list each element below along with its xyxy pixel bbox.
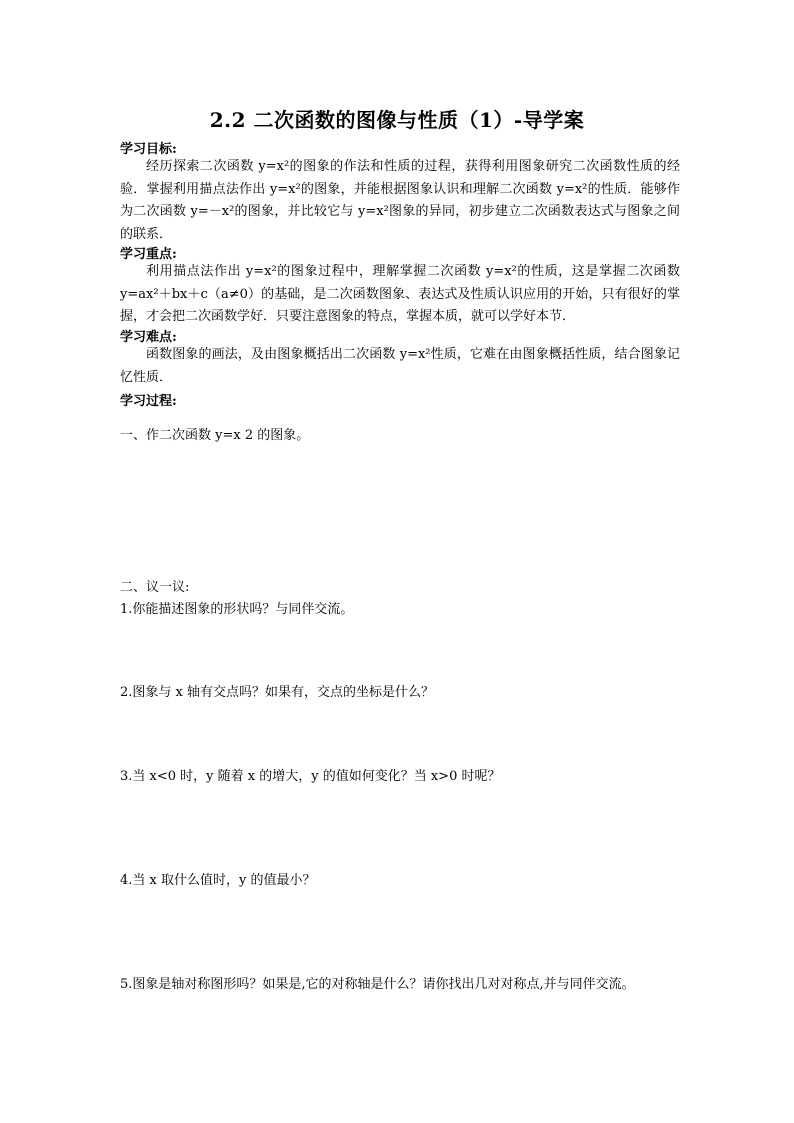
question-1: 1.你能描述图象的形状吗？与同伴交流。 — [120, 602, 354, 617]
difficulties-paragraph: 函数图象的画法，及由图象概括出二次函数 y=x²性质，它难在由图象概括性质，结合图象记忆性质． — [120, 347, 680, 385]
key-points-paragraph: 利用描点法作出 y=x²的图象过程中，理解掌握二次函数 y=x²的性质，这是掌握二次函数 y=ax²＋bx＋c（a≠0）的基础，是二次函数图象、表达式及性质认识应用的开始，只有很好的掌握，才会把二次函数学好．只要注意图象的特点，掌握本质，就可以学好本节． — [120, 264, 680, 324]
goals-paragraph: 经历探索二次函数 y=x²的图象的作法和性质的过程，获得利用图象研究二次函数性质的经验．掌握利用描点法作出 y=x²的图象，并能根据图象认识和理解二次函数 y=x²的性质．能够作为二次函数 y=－x²的图象，并比较它与 y=x²图象的异同，初步建立二次函数表达式与图象之间的联系． — [120, 159, 680, 242]
question-5: 5.图象是轴对称图形吗？如果是,它的对称轴是什么？请你找出几对对称点,并与同伴交流。 — [120, 977, 635, 992]
goals-heading: 学习目标: — [120, 142, 177, 157]
section-2-heading: 二、议一议: — [120, 580, 190, 595]
key-points-heading: 学习重点: — [120, 247, 177, 262]
process-heading: 学习过程: — [120, 394, 177, 409]
page-title: 2.2 二次函数的图像与性质（1）-导学案 — [209, 108, 585, 132]
question-2: 2.图象与 x 轴有交点吗？如果有，交点的坐标是什么？ — [120, 685, 434, 700]
section-1-heading: 一、作二次函数 y=x 2 的图象。 — [120, 428, 310, 443]
difficulties-heading: 学习难点: — [120, 330, 177, 345]
question-3: 3.当 x<0 时，y 随着 x 的增大，y 的值如何变化？当 x>0 时呢？ — [120, 769, 501, 784]
question-4: 4.当 x 取什么值时，y 的值最小？ — [120, 873, 316, 888]
